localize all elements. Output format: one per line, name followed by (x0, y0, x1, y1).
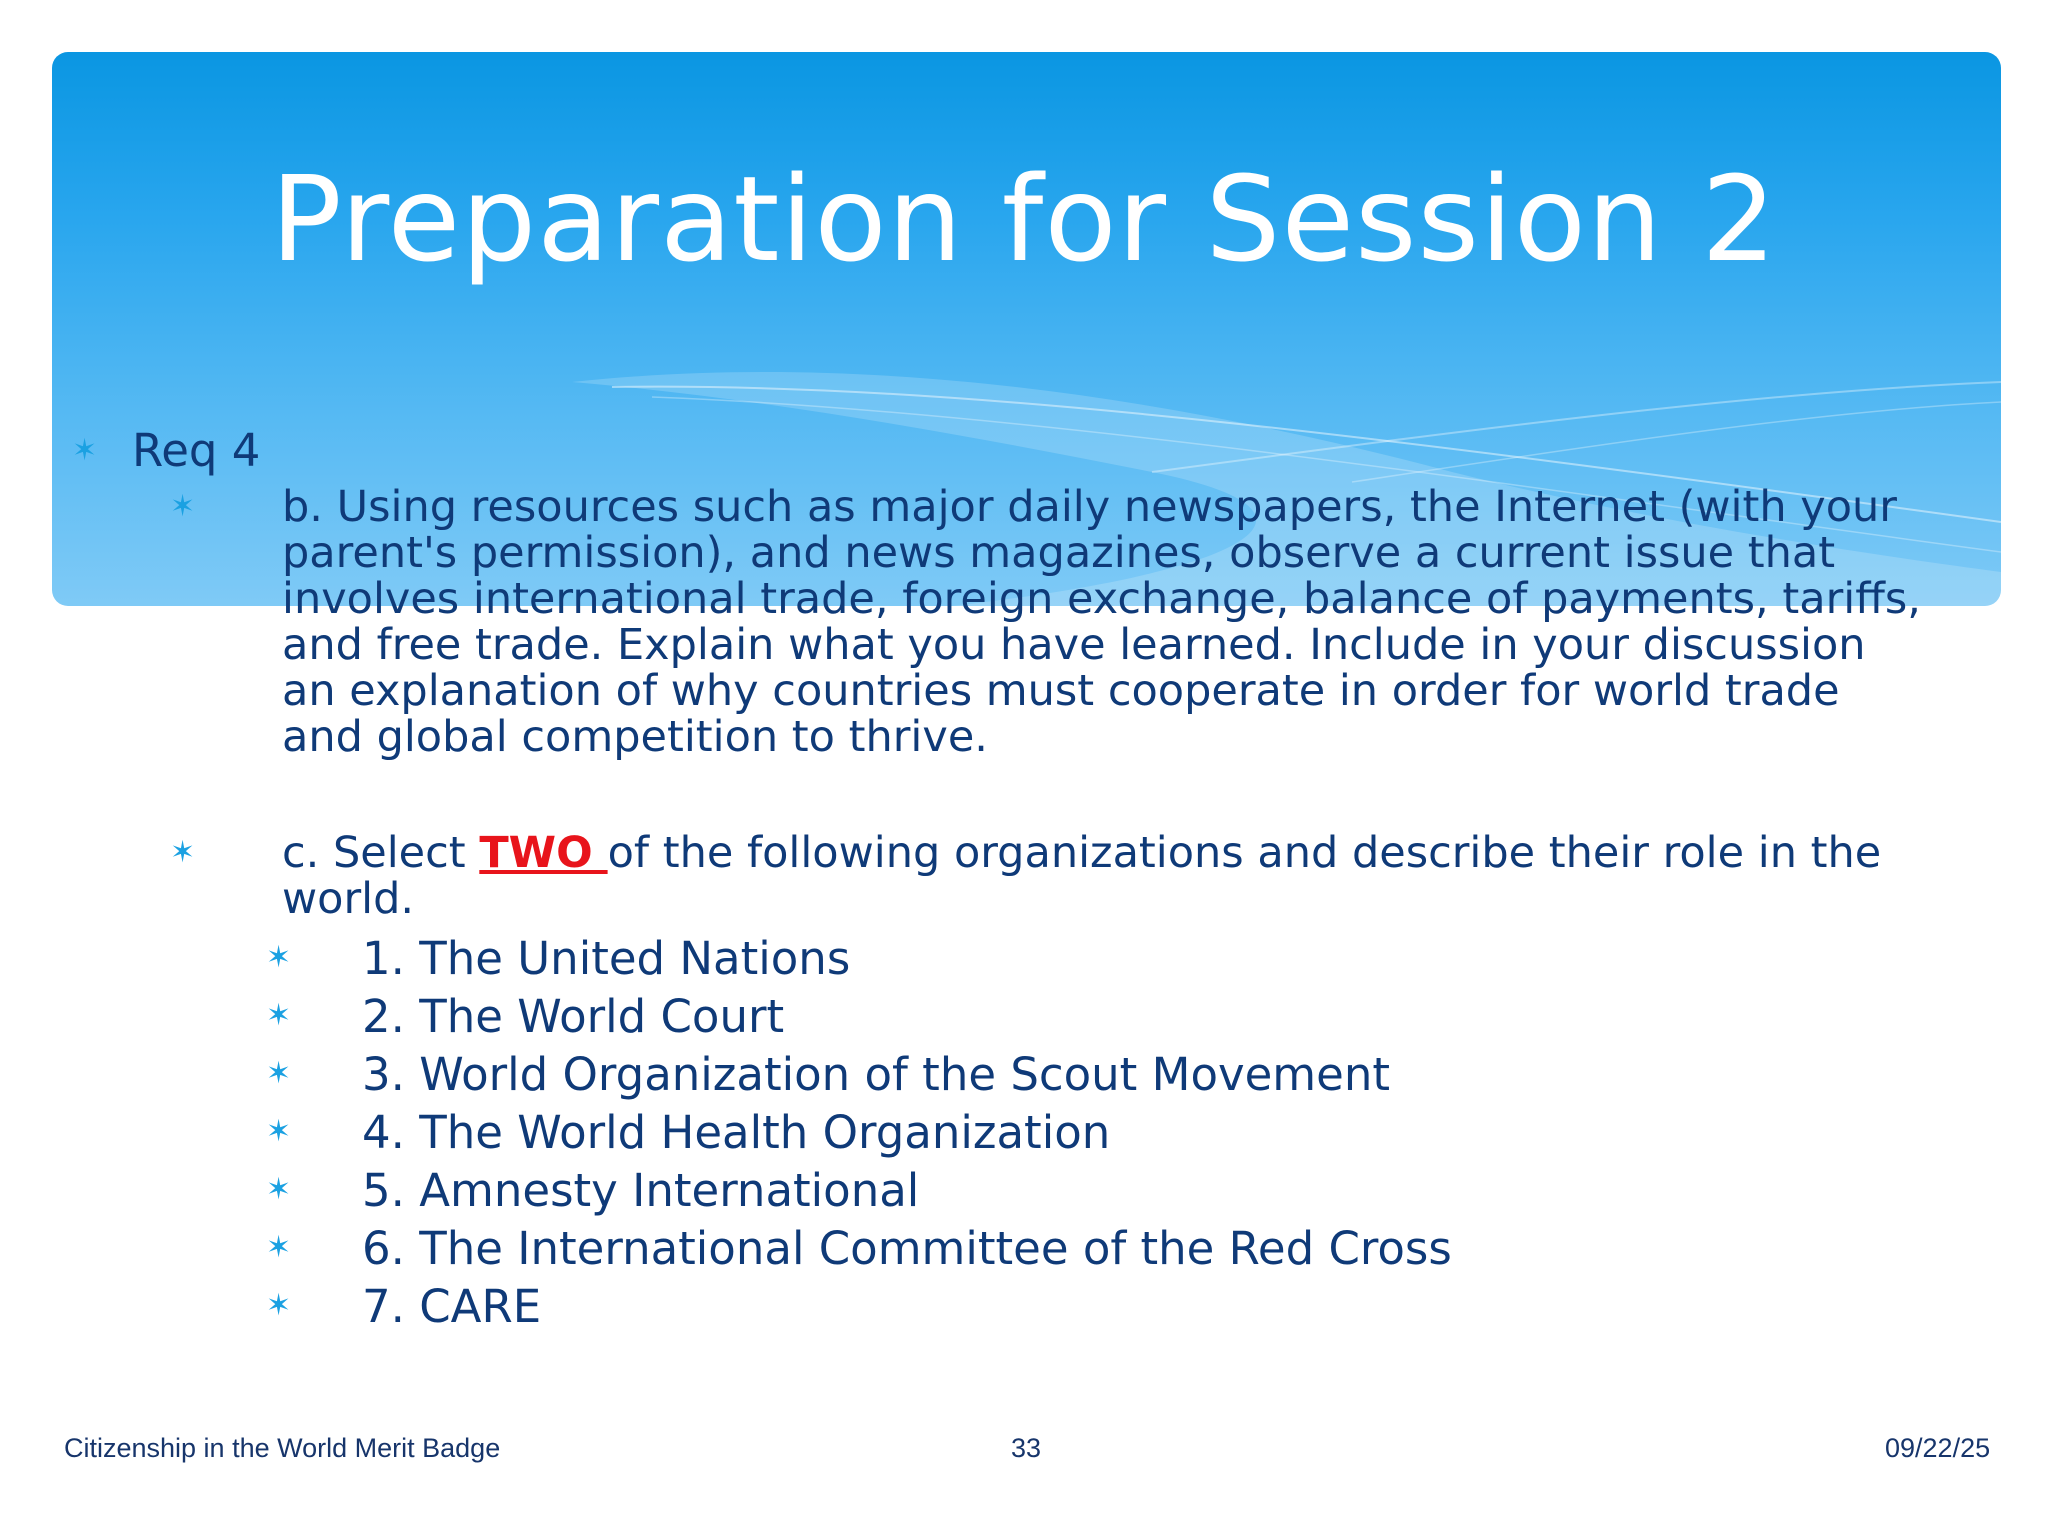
org-list-item: 3. World Organization of the Scout Movement (362, 1048, 1390, 1101)
item-c-prefix: c. Select (282, 828, 480, 878)
footer-slide-number: 33 (1011, 1433, 1042, 1463)
bullet-star-icon: ✶ (170, 489, 196, 524)
bullet-star-icon: ✶ (170, 835, 196, 870)
bullet-star-icon: ✶ (266, 940, 292, 975)
org-list-item: 1. The United Nations (362, 932, 851, 985)
bullet-star-icon: ✶ (266, 998, 292, 1033)
item-b-line: an explanation of why countries must cooperate in order for world trade (282, 666, 1840, 716)
item-b-line: and free trade. Explain what you have learned. Include in your discussion (282, 620, 1866, 670)
item-c-suffix: of the following organizations and describe their role in the (607, 828, 1882, 878)
org-list-item: 7. CARE (362, 1280, 542, 1333)
footer-presentation-title: Citizenship in the World Merit Badge (64, 1433, 501, 1463)
footer-date: 09/22/25 (1885, 1433, 1991, 1463)
org-list-item: 2. The World Court (362, 990, 785, 1043)
item-c-emphasis: TWO (479, 828, 608, 878)
req-heading: Req 4 (132, 424, 261, 477)
org-list-item: 4. The World Health Organization (362, 1106, 1111, 1159)
bullet-star-icon: ✶ (266, 1230, 292, 1265)
item-c-line: world. (282, 874, 415, 924)
bullet-star-icon: ✶ (72, 433, 98, 468)
bullet-star-icon: ✶ (266, 1056, 292, 1091)
item-b-line: and global competition to thrive. (282, 712, 988, 762)
slide-title: Preparation for Session 2 (270, 150, 1778, 288)
bullet-star-icon: ✶ (266, 1172, 292, 1207)
bullet-star-icon: ✶ (266, 1114, 292, 1149)
bullet-star-icon: ✶ (266, 1288, 292, 1323)
org-list-item: 6. The International Committee of the Red Cross (362, 1222, 1452, 1275)
item-b-line: b. Using resources such as major daily newspapers, the Internet (with your (282, 482, 1897, 532)
item-b-paragraph (282, 484, 1921, 760)
item-c-paragraph (282, 830, 1881, 922)
item-b-line: parent's permission), and news magazines, observe a current issue that (282, 528, 1836, 578)
org-list-item: 5. Amnesty International (362, 1164, 920, 1217)
item-c-line (282, 830, 1881, 876)
item-b-line: involves international trade, foreign exchange, balance of payments, tariffs, (282, 574, 1921, 624)
